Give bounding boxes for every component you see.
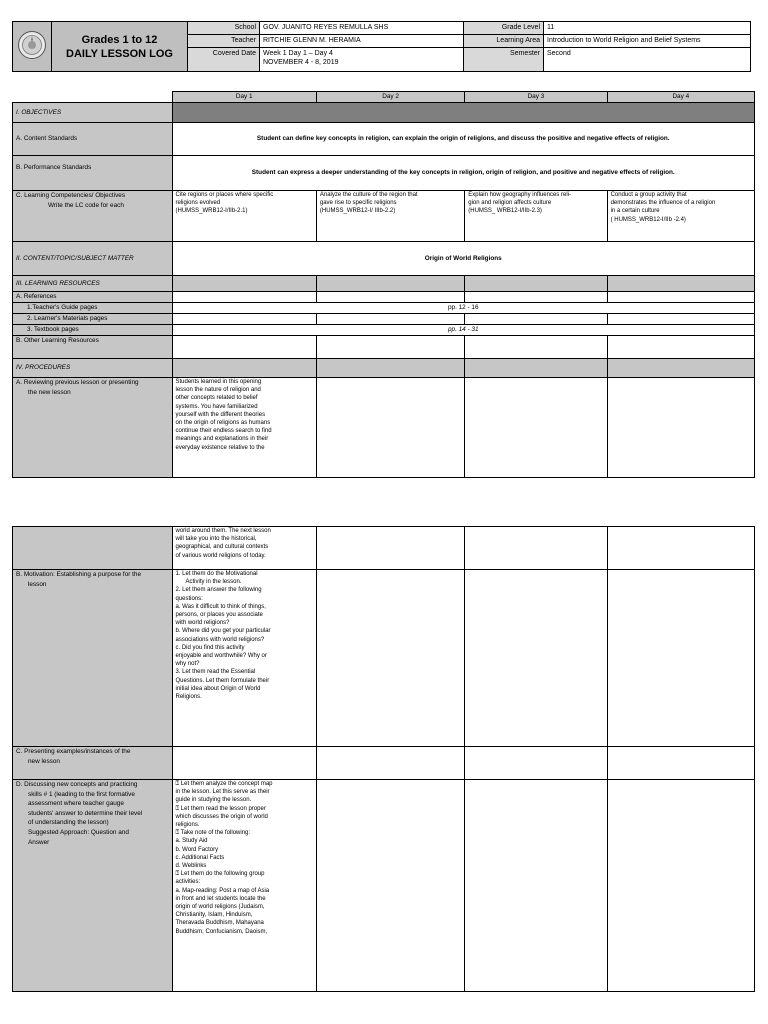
table-cell <box>465 336 607 359</box>
text-line: initial idea about Origin of World <box>175 685 261 692</box>
competency-day-3-line: gion and religion affects culture <box>468 200 552 207</box>
day-4-header: Day 4 <box>607 92 754 103</box>
seal-icon <box>17 30 47 60</box>
text-line: ⍰ Let them analyze the concept map <box>175 781 273 787</box>
table-cell <box>172 336 316 359</box>
competency-day-4-code: ( HUMSS_WRB12-I/IIb -2.4) <box>610 216 686 223</box>
discussing-day-1 <box>172 780 316 992</box>
objectives-heading: I. OBJECTIVES <box>13 103 173 123</box>
competency-day-3 <box>465 191 607 242</box>
text-line: world around them. The next lesson <box>175 528 271 534</box>
day-3-header: Day 3 <box>465 92 607 103</box>
text-line: geographical, and cultural contexts <box>175 544 269 551</box>
text-line: yourself with the different theories <box>175 411 266 418</box>
presenting-examples-label <box>13 747 173 780</box>
text-line: everyday existence relative to the <box>175 444 265 451</box>
text-line: in the lesson. Let this serve as their <box>175 789 270 796</box>
text-line: of various world religions of today. <box>175 552 266 559</box>
school-label: School <box>188 22 260 35</box>
table-cell <box>465 314 607 325</box>
table-cell <box>465 747 607 780</box>
text-line: assessment where teacher gauge <box>28 800 124 808</box>
text-line: ⍰ Take note of the following: <box>175 830 251 837</box>
discussing-concepts-label <box>13 780 173 992</box>
reviewing-lesson-label <box>13 378 173 478</box>
table-cell <box>172 359 316 378</box>
grade-level-label: Grade Level <box>464 22 544 35</box>
text-line: a. Map-reading: Post a map of Asia <box>175 887 270 894</box>
teachers-guide-pages: pp. 12 - 16 <box>172 303 755 314</box>
text-line: systems. You have familiarized <box>175 403 258 410</box>
reviewing-day-4 <box>607 378 754 478</box>
competency-day-1-line: Cite regions or places where specific <box>175 192 274 198</box>
text-line: Answer <box>28 838 50 846</box>
text-line: in front and let students locate the <box>175 895 266 902</box>
header-table <box>12 21 751 72</box>
table-cell <box>607 276 754 292</box>
text-line: c. Additional Facts <box>175 854 225 861</box>
competencies-label-line-2: Write the LC code for each <box>48 201 124 209</box>
text-line: b. Where did you get your particular <box>175 628 271 635</box>
teacher-value: RITCHIE GLENN M. HERAMIA <box>260 35 464 48</box>
competency-day-3-line: Explain how geography influences reli- <box>468 192 571 198</box>
competency-day-2 <box>316 191 464 242</box>
motivation-day-1 <box>172 570 316 747</box>
performance-standards-label: B. Performance Standards <box>13 156 173 191</box>
reviewing-continued-label <box>13 527 173 570</box>
text-line: Questions. Let them formulate their <box>175 677 270 684</box>
table-cell <box>465 292 607 303</box>
table-cell <box>172 276 316 292</box>
procedures-heading: IV. PROCEDURES <box>13 359 173 378</box>
competency-day-2-line: Analyze the culture of the region that <box>319 192 418 198</box>
text-line: religions. <box>175 822 200 829</box>
text-line: activities: <box>175 879 201 886</box>
table-cell <box>316 336 464 359</box>
text-line: why not? <box>175 661 200 668</box>
text-line: d. Weblinks <box>175 863 207 870</box>
performance-standards-value: Student can express a deeper understanding of the key concepts in religion, origin of religion, and positive and negative effects of religion. <box>172 156 755 191</box>
text-line: 2. Let them answer the following <box>175 587 262 594</box>
table-cell <box>607 359 754 378</box>
motivation-day-4 <box>607 570 754 747</box>
references-label: A. References <box>13 292 173 303</box>
textbook-pages: pp. 14 - 31 <box>172 325 755 336</box>
text-line: persons, or places you associate <box>175 612 263 619</box>
table-cell <box>465 276 607 292</box>
day-2-header: Day 2 <box>316 92 464 103</box>
competency-day-4-line: in a certain culture <box>610 208 660 215</box>
text-line: on the origin of religions as humans <box>175 420 271 427</box>
content-value: Origin of World Religions <box>172 242 755 276</box>
competency-day-1-line: religions evolved <box>175 200 221 207</box>
text-line: ⍰ Let them read the lesson proper <box>175 805 266 812</box>
text-line: origin of world religions (Judaism, <box>175 904 265 911</box>
motivation-label <box>13 570 173 747</box>
table-cell <box>172 292 316 303</box>
table-cell <box>465 359 607 378</box>
table-cell <box>316 527 464 570</box>
reviewing-label-line-2: the new lesson <box>28 388 71 396</box>
semester-label: Semester <box>464 48 544 72</box>
text-line: Theravada Buddhism, Mahayana <box>175 920 264 927</box>
text-line: will take you into the historical, <box>175 536 257 543</box>
text-line: a. Was it difficult to think of things, <box>175 603 266 610</box>
text-line: continue their endless search to find <box>175 428 272 435</box>
corner-cell <box>13 92 173 103</box>
title-line-1: Grades 1 to 12 <box>81 33 158 46</box>
table-cell <box>172 314 316 325</box>
table-cell <box>316 359 464 378</box>
text-line: Christianity, Islam, Hinduism, <box>175 912 253 919</box>
table-cell <box>607 336 754 359</box>
teacher-label: Teacher <box>188 35 260 48</box>
reviewing-label-line-1: A. Reviewing previous lesson or presenting <box>16 379 139 386</box>
text-line: with world religions? <box>175 620 230 627</box>
competency-day-3-code: (HUMSS_ WRB12-I/IIb-2.3) <box>468 208 542 215</box>
discussing-day-2 <box>316 780 464 992</box>
motivation-label-line-1: B. Motivation: Establishing a purpose for the <box>16 571 142 578</box>
day-1-header: Day 1 <box>172 92 316 103</box>
table-cell <box>607 527 754 570</box>
presenting-label-line-1: C. Presenting examples/instances of the <box>16 748 131 755</box>
text-line: guide in studying the lesson. <box>175 797 252 804</box>
table-cell <box>607 292 754 303</box>
learning-competencies-label <box>13 191 173 242</box>
learners-materials-label: 2. Learner's Materials pages <box>13 314 173 325</box>
text-line: a. Study Aid <box>175 838 208 845</box>
text-line: 3. Let them read the Essential <box>175 669 256 676</box>
competency-day-4-line: Conduct a group activity that <box>610 192 687 198</box>
presenting-label-line-2: new lesson <box>28 757 60 765</box>
other-resources-label: B. Other Learning Resources <box>13 336 173 359</box>
discussing-day-3 <box>465 780 607 992</box>
table-cell <box>316 276 464 292</box>
content-standards-value: Student can define key concepts in religion, can explain the origin of religions, and discuss the positive and negative effects of religion. <box>172 123 755 156</box>
text-line: meanings and explanations in their <box>175 436 269 443</box>
text-line: of understanding the lesson) <box>28 819 109 827</box>
competencies-label-line-1: C. Learning Competencies/ Objectives <box>16 192 126 199</box>
motivation-day-2 <box>316 570 464 747</box>
learning-area-value: Introduction to World Religion and Belief Systems <box>544 35 751 48</box>
discussing-day-4 <box>607 780 754 992</box>
text-line: other concepts related to belief <box>175 395 258 402</box>
text-line: lesson the nature of religion and <box>175 387 261 394</box>
text-line: ⍰ Let them do the following group <box>175 871 265 878</box>
competency-day-1-code: (HUMSS_WRB12-I/IIb-2.1) <box>175 208 248 215</box>
text-line: questions: <box>175 595 203 602</box>
table-cell <box>465 527 607 570</box>
school-value: GOV. JUANITO REYES REMULLA SHS <box>260 22 464 35</box>
covered-date-value <box>260 48 464 72</box>
text-line: 1. Let them do the Motivational <box>175 571 258 577</box>
semester-value: Second <box>544 48 751 72</box>
text-line: skills # 1 (leading to the first formative <box>28 790 135 798</box>
motivation-label-line-2: lesson <box>28 580 47 588</box>
teachers-guide-label: 1.Teacher's Guide pages <box>13 303 173 314</box>
reviewing-day-2 <box>316 378 464 478</box>
competency-day-2-code: (HUMSS_WRB12-I/ IIIb-2.2) <box>319 208 396 215</box>
text-line: Buddhism, Confucianism, Daoism, <box>175 928 268 935</box>
text-line: Students learned in this opening <box>175 379 262 385</box>
text-line: associations with world religions? <box>175 636 265 643</box>
table-cell <box>316 314 464 325</box>
page-title <box>52 22 188 72</box>
covered-date-line-2: NOVEMBER 4 - 8, 2019 <box>263 59 339 66</box>
table-cell <box>172 747 316 780</box>
content-heading: II. CONTENT/TOPIC/SUBJECT MATTER <box>13 242 173 276</box>
text-line: D. Discussing new concepts and practicing <box>16 781 138 788</box>
reviewing-day-1-continued <box>172 527 316 570</box>
motivation-day-3 <box>465 570 607 747</box>
competency-day-2-line: gave rise to specific religions <box>319 200 397 207</box>
competency-day-4-line: demonstrates the influence of a religion <box>610 200 716 207</box>
table-cell <box>607 314 754 325</box>
textbook-label: 3. Textbook pages <box>13 325 173 336</box>
lesson-log-table-page-1 <box>12 91 755 478</box>
text-line: enjoyable and worthwhile? Why or <box>175 653 267 660</box>
learning-area-label: Learning Area <box>464 35 544 48</box>
learning-resources-heading: III. LEARNING RESOURCES <box>13 276 173 292</box>
reviewing-day-1 <box>172 378 316 478</box>
reviewing-day-3 <box>465 378 607 478</box>
content-standards-label: A. Content Standards <box>13 123 173 156</box>
competency-day-1 <box>172 191 316 242</box>
text-line: c. Did you find this activity <box>175 644 245 651</box>
title-line-2: DAILY LESSON LOG <box>66 47 173 60</box>
table-cell <box>316 292 464 303</box>
text-line: Suggested Approach: Question and <box>28 828 129 836</box>
table-cell <box>607 747 754 780</box>
covered-date-line-1: Week 1 Day 1 – Day 4 <box>263 50 333 57</box>
text-line: students' answer to determine their level <box>28 809 143 817</box>
text-line: which discusses the origin of world <box>175 813 268 820</box>
lesson-log-table-page-2 <box>12 526 755 992</box>
covered-date-label: Covered Date <box>188 48 260 72</box>
table-cell <box>316 747 464 780</box>
deped-seal-logo <box>13 22 52 72</box>
text-line: Religions. <box>175 694 202 701</box>
competency-day-4 <box>607 191 754 242</box>
objectives-band <box>172 103 755 123</box>
text-line: b. Word Factory <box>175 846 219 853</box>
text-line: Activity in the lesson. <box>185 579 242 586</box>
grade-level-value: 11 <box>544 22 751 35</box>
